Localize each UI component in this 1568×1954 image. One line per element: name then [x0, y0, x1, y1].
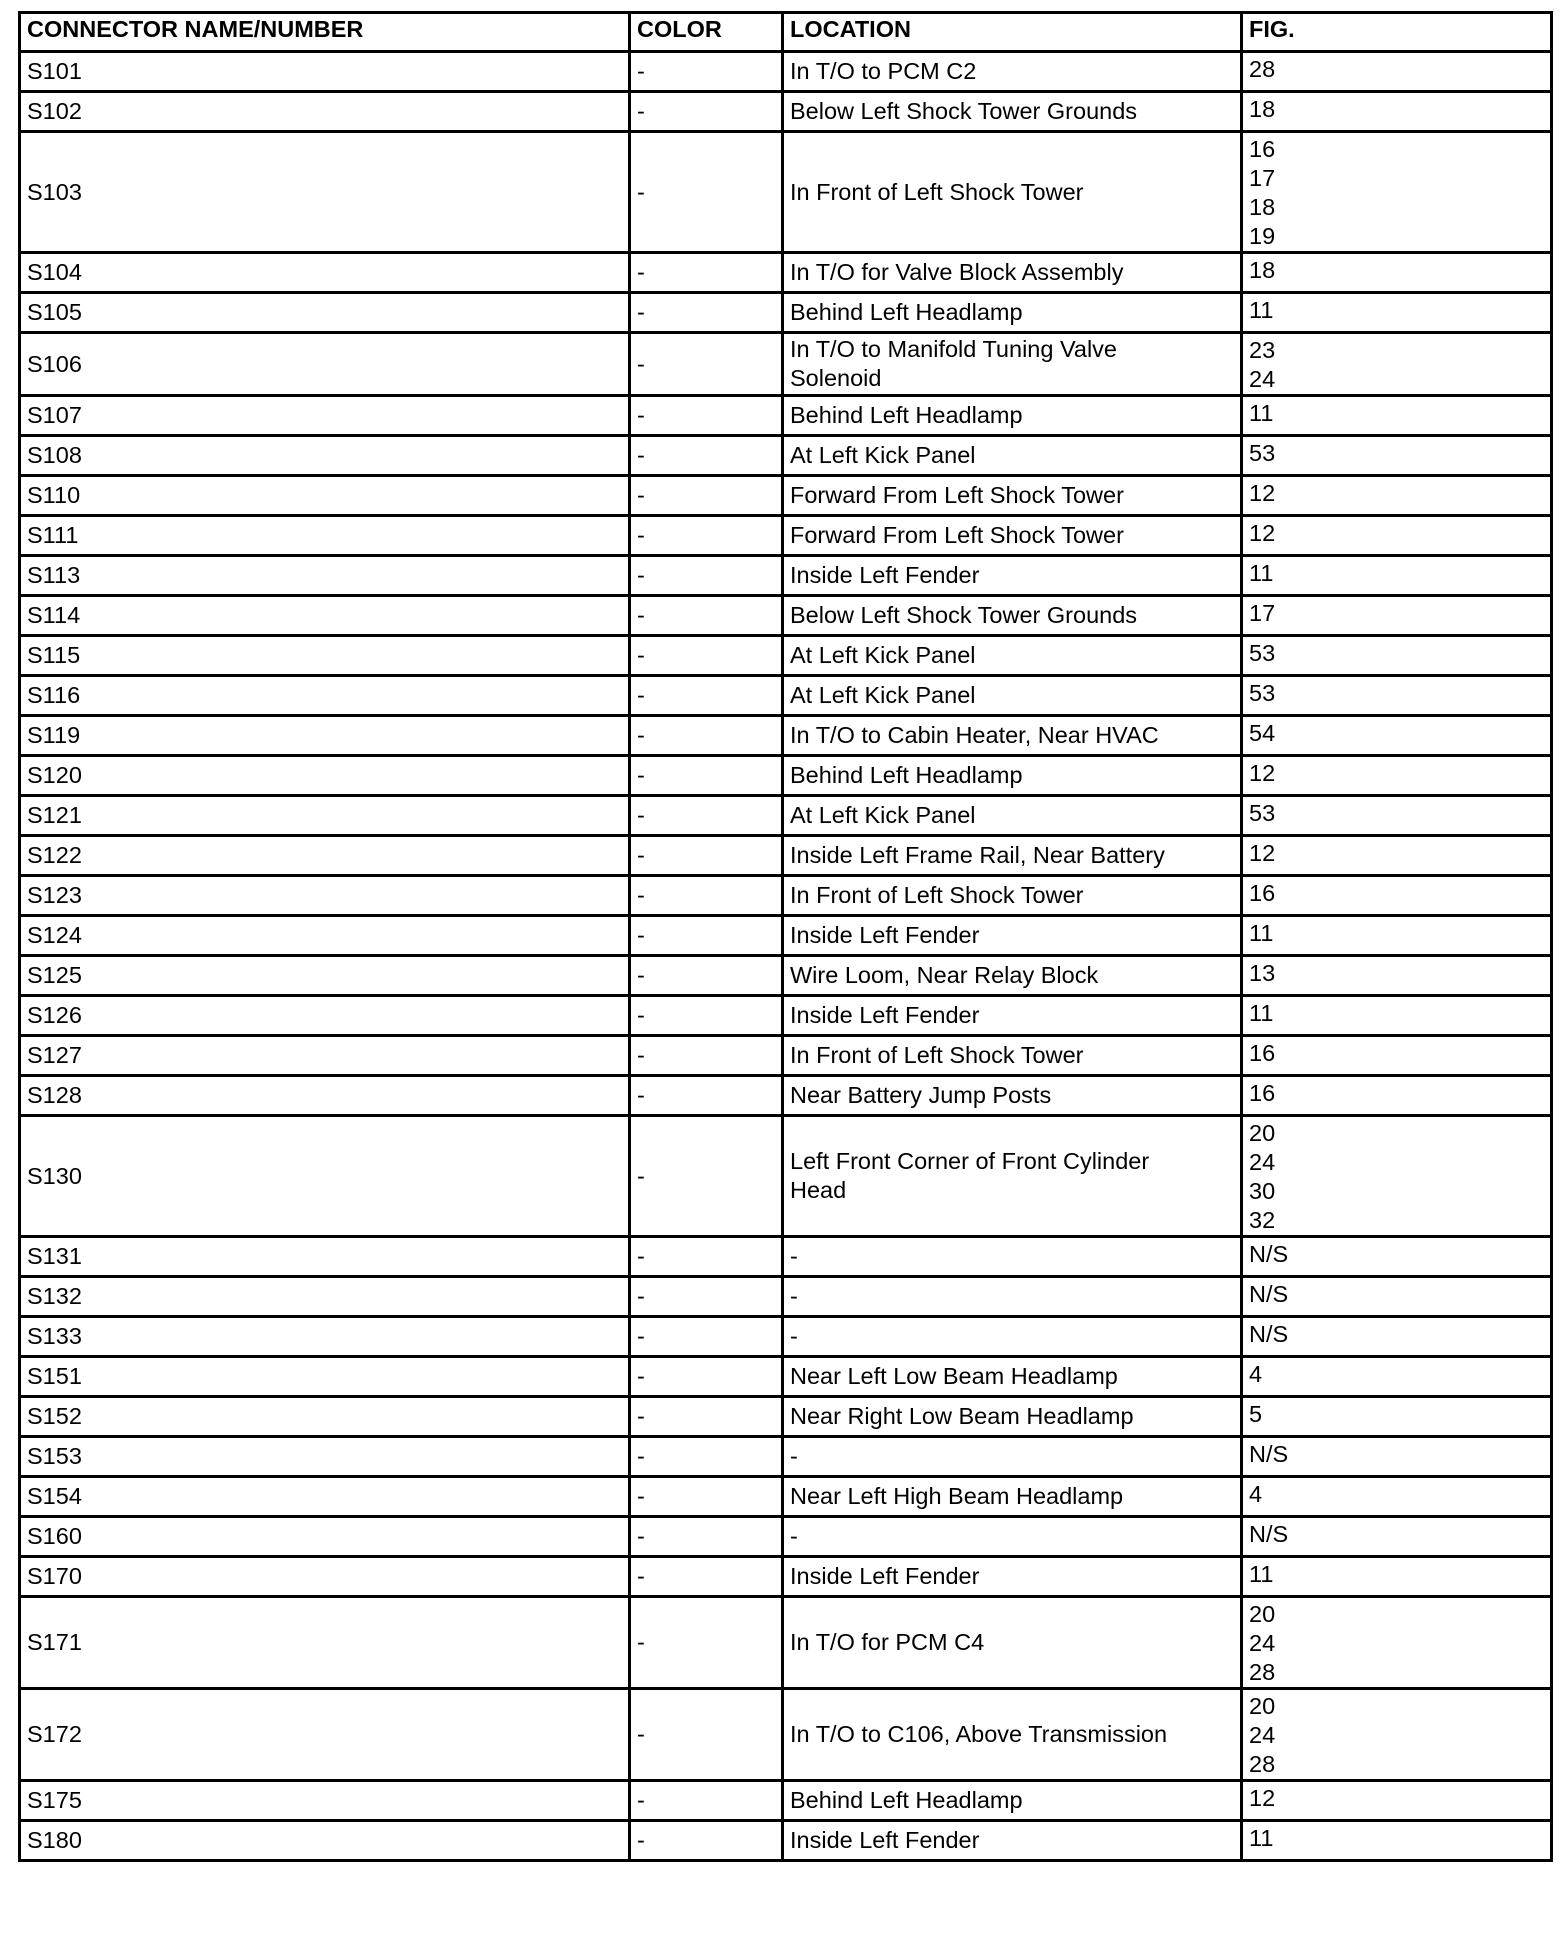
location-cell [783, 1237, 1242, 1277]
location-line: Inside Left Fender [790, 1563, 980, 1589]
location-line: Behind Left Headlamp [790, 402, 1023, 428]
location-line: Behind Left Headlamp [790, 762, 1023, 788]
location-line: In T/O for Valve Block Assembly [790, 259, 1124, 285]
location-cell [783, 636, 1242, 676]
connector-name-cell: S171 [20, 1597, 630, 1689]
color-cell: - [630, 1357, 783, 1397]
connector-name-cell: S108 [20, 436, 630, 476]
location-line: Solenoid [790, 365, 882, 391]
fig-cell [1242, 476, 1552, 516]
fig-cell [1242, 1557, 1552, 1597]
fig-number: 17 [1249, 165, 1276, 191]
table-row [20, 436, 1552, 476]
table-row [20, 1116, 1552, 1237]
table-row [20, 92, 1552, 132]
connector-name-cell: S154 [20, 1477, 630, 1517]
location-cell [783, 1116, 1242, 1237]
location-cell [783, 1357, 1242, 1397]
location-cell [783, 916, 1242, 956]
fig-number: 18 [1249, 257, 1276, 283]
fig-cell [1242, 1781, 1552, 1821]
fig-cell [1242, 556, 1552, 596]
location-cell [783, 756, 1242, 796]
fig-number: 53 [1249, 680, 1276, 706]
table-row [20, 1357, 1552, 1397]
location-cell [783, 956, 1242, 996]
fig-number: 17 [1249, 600, 1276, 626]
fig-cell [1242, 716, 1552, 756]
location-cell [783, 996, 1242, 1036]
fig-cell [1242, 333, 1552, 396]
fig-cell [1242, 836, 1552, 876]
fig-cell [1242, 516, 1552, 556]
color-cell: - [630, 1237, 783, 1277]
fig-cell [1242, 1437, 1552, 1477]
color-cell: - [630, 596, 783, 636]
fig-number: 11 [1249, 297, 1274, 323]
fig-number: 53 [1249, 800, 1276, 826]
color-cell: - [630, 1557, 783, 1597]
location-cell [783, 1557, 1242, 1597]
table-row [20, 1317, 1552, 1357]
fig-cell [1242, 293, 1552, 333]
location-cell [783, 1076, 1242, 1116]
fig-number: 28 [1249, 1751, 1276, 1777]
fig-number: 12 [1249, 480, 1276, 506]
fig-number: 23 [1249, 337, 1276, 363]
connector-name-cell: S103 [20, 132, 630, 253]
location-cell [783, 1821, 1242, 1861]
fig-number: 11 [1249, 1000, 1274, 1026]
location-line: - [790, 1523, 798, 1549]
fig-number: 16 [1249, 136, 1276, 162]
location-line: In Front of Left Shock Tower [790, 1042, 1084, 1068]
fig-cell [1242, 1076, 1552, 1116]
table-row [20, 876, 1552, 916]
color-cell: - [630, 1689, 783, 1781]
location-cell [783, 132, 1242, 253]
color-cell: - [630, 436, 783, 476]
fig-cell [1242, 52, 1552, 92]
location-line: Inside Left Fender [790, 922, 980, 948]
connector-name-cell: S127 [20, 1036, 630, 1076]
fig-number: 24 [1249, 1722, 1276, 1748]
connector-name-cell: S111 [20, 516, 630, 556]
location-line: In T/O for PCM C4 [790, 1629, 985, 1655]
color-cell: - [630, 796, 783, 836]
table-row [20, 1076, 1552, 1116]
fig-cell [1242, 1821, 1552, 1861]
color-cell: - [630, 1781, 783, 1821]
fig-number: 18 [1249, 194, 1276, 220]
location-line: Below Left Shock Tower Grounds [790, 98, 1138, 124]
location-line: Near Left High Beam Headlamp [790, 1483, 1124, 1509]
location-cell [783, 436, 1242, 476]
table-row [20, 1597, 1552, 1689]
table-row [20, 1517, 1552, 1557]
connector-name-cell: S128 [20, 1076, 630, 1116]
color-cell: - [630, 636, 783, 676]
location-cell [783, 92, 1242, 132]
location-cell [783, 1597, 1242, 1689]
table-row [20, 1237, 1552, 1277]
color-cell: - [630, 1317, 783, 1357]
color-cell: - [630, 996, 783, 1036]
location-line: At Left Kick Panel [790, 802, 976, 828]
location-line: Inside Left Frame Rail, Near Battery [790, 842, 1165, 868]
connector-name-cell: S130 [20, 1116, 630, 1237]
connector-name-cell: S106 [20, 333, 630, 396]
fig-number: 18 [1249, 96, 1276, 122]
color-cell: - [630, 253, 783, 293]
fig-cell [1242, 596, 1552, 636]
location-cell [783, 836, 1242, 876]
color-cell: - [630, 1116, 783, 1237]
header-color: COLOR [630, 13, 783, 52]
table-row [20, 1821, 1552, 1861]
location-line: Behind Left Headlamp [790, 299, 1023, 325]
color-cell: - [630, 1397, 783, 1437]
fig-number: 16 [1249, 1080, 1276, 1106]
color-cell: - [630, 92, 783, 132]
fig-number: 53 [1249, 640, 1276, 666]
fig-cell [1242, 996, 1552, 1036]
color-cell: - [630, 556, 783, 596]
location-cell [783, 396, 1242, 436]
table-row [20, 293, 1552, 333]
table-row [20, 796, 1552, 836]
color-cell: - [630, 1277, 783, 1317]
connector-name-cell: S133 [20, 1317, 630, 1357]
location-line: Forward From Left Shock Tower [790, 522, 1124, 548]
location-line: Inside Left Fender [790, 1827, 980, 1853]
table-row [20, 756, 1552, 796]
color-cell: - [630, 516, 783, 556]
fig-number: 53 [1249, 440, 1276, 466]
color-cell: - [630, 1597, 783, 1689]
connector-name-cell: S101 [20, 52, 630, 92]
table-row [20, 516, 1552, 556]
fig-number: N/S [1249, 1521, 1289, 1547]
color-cell: - [630, 956, 783, 996]
fig-cell [1242, 756, 1552, 796]
connector-name-cell: S114 [20, 596, 630, 636]
fig-cell [1242, 1277, 1552, 1317]
location-line: Near Right Low Beam Headlamp [790, 1403, 1134, 1429]
table-row [20, 676, 1552, 716]
color-cell: - [630, 52, 783, 92]
fig-number: 4 [1249, 1481, 1263, 1507]
color-cell: - [630, 132, 783, 253]
location-line: In T/O to PCM C2 [790, 58, 977, 84]
location-line: - [790, 1443, 798, 1469]
location-cell [783, 1437, 1242, 1477]
fig-number: 16 [1249, 1040, 1276, 1066]
header-location: LOCATION [783, 13, 1242, 52]
fig-number: 11 [1249, 1825, 1274, 1851]
fig-cell [1242, 796, 1552, 836]
color-cell: - [630, 293, 783, 333]
color-cell: - [630, 1437, 783, 1477]
fig-cell [1242, 1689, 1552, 1781]
location-cell [783, 476, 1242, 516]
fig-number: 28 [1249, 56, 1276, 82]
color-cell: - [630, 396, 783, 436]
location-line: Inside Left Fender [790, 562, 980, 588]
fig-cell [1242, 1357, 1552, 1397]
fig-cell [1242, 1116, 1552, 1237]
table-row [20, 1437, 1552, 1477]
table-row [20, 1781, 1552, 1821]
table-row [20, 996, 1552, 1036]
location-line: Below Left Shock Tower Grounds [790, 602, 1138, 628]
location-line: Inside Left Fender [790, 1002, 980, 1028]
table-row [20, 556, 1552, 596]
fig-number: 4 [1249, 1361, 1263, 1387]
connector-name-cell: S120 [20, 756, 630, 796]
connector-name-cell: S153 [20, 1437, 630, 1477]
table-row [20, 132, 1552, 253]
fig-cell [1242, 1036, 1552, 1076]
location-line: - [790, 1283, 798, 1309]
color-cell: - [630, 716, 783, 756]
location-line: - [790, 1323, 798, 1349]
table-row [20, 1397, 1552, 1437]
location-cell [783, 1781, 1242, 1821]
fig-cell [1242, 1397, 1552, 1437]
fig-cell [1242, 436, 1552, 476]
location-line: In T/O to C106, Above Transmission [790, 1721, 1168, 1747]
location-cell [783, 1689, 1242, 1781]
connector-name-cell: S105 [20, 293, 630, 333]
location-line: In Front of Left Shock Tower [790, 178, 1084, 205]
fig-cell [1242, 253, 1552, 293]
location-line: At Left Kick Panel [790, 682, 976, 708]
fig-number: 24 [1249, 366, 1276, 392]
fig-cell [1242, 92, 1552, 132]
connector-name-cell: S123 [20, 876, 630, 916]
header-row [20, 13, 1552, 52]
connector-name-cell: S175 [20, 1781, 630, 1821]
connector-name-cell: S131 [20, 1237, 630, 1277]
connector-name-cell: S160 [20, 1517, 630, 1557]
fig-number: 20 [1249, 1601, 1276, 1627]
fig-number: 11 [1249, 400, 1274, 426]
fig-number: 28 [1249, 1659, 1276, 1685]
table-row [20, 1277, 1552, 1317]
color-cell: - [630, 333, 783, 396]
color-cell: - [630, 1036, 783, 1076]
fig-number: 13 [1249, 960, 1276, 986]
fig-cell [1242, 396, 1552, 436]
fig-number: N/S [1249, 1321, 1289, 1347]
location-line: Forward From Left Shock Tower [790, 482, 1124, 508]
location-cell [783, 676, 1242, 716]
location-line: Near Left Low Beam Headlamp [790, 1363, 1118, 1389]
fig-cell [1242, 956, 1552, 996]
table-row [20, 476, 1552, 516]
location-cell [783, 253, 1242, 293]
color-cell: - [630, 876, 783, 916]
fig-number: 20 [1249, 1693, 1276, 1719]
table-row [20, 836, 1552, 876]
fig-cell [1242, 676, 1552, 716]
fig-number: 11 [1249, 560, 1274, 586]
location-cell [783, 1477, 1242, 1517]
fig-number: N/S [1249, 1281, 1289, 1307]
location-line: Wire Loom, Near Relay Block [790, 962, 1099, 988]
location-cell [783, 1397, 1242, 1437]
location-line: Behind Left Headlamp [790, 1787, 1023, 1813]
connector-table [18, 11, 1553, 1862]
location-line: In Front of Left Shock Tower [790, 882, 1084, 908]
location-cell [783, 293, 1242, 333]
location-line: At Left Kick Panel [790, 642, 976, 668]
fig-cell [1242, 876, 1552, 916]
color-cell: - [630, 916, 783, 956]
color-cell: - [630, 756, 783, 796]
connector-name-cell: S125 [20, 956, 630, 996]
fig-number: 12 [1249, 760, 1276, 786]
fig-number: 16 [1249, 880, 1276, 906]
connector-name-cell: S113 [20, 556, 630, 596]
table-row [20, 52, 1552, 92]
table-row [20, 596, 1552, 636]
fig-cell [1242, 1317, 1552, 1357]
table-row [20, 916, 1552, 956]
connector-name-cell: S122 [20, 836, 630, 876]
color-cell: - [630, 1821, 783, 1861]
connector-name-cell: S151 [20, 1357, 630, 1397]
fig-number: 12 [1249, 1785, 1276, 1811]
location-cell [783, 716, 1242, 756]
connector-name-cell: S115 [20, 636, 630, 676]
fig-number: 20 [1249, 1120, 1276, 1146]
fig-number: N/S [1249, 1441, 1289, 1467]
fig-number: 11 [1249, 1561, 1274, 1587]
connector-name-cell: S126 [20, 996, 630, 1036]
connector-name-cell: S121 [20, 796, 630, 836]
location-cell [783, 516, 1242, 556]
fig-number: 54 [1249, 720, 1276, 746]
location-cell [783, 796, 1242, 836]
table-row [20, 636, 1552, 676]
color-cell: - [630, 836, 783, 876]
fig-cell [1242, 636, 1552, 676]
connector-name-cell: S110 [20, 476, 630, 516]
table-row [20, 333, 1552, 396]
fig-number: 19 [1249, 223, 1276, 249]
connector-name-cell: S124 [20, 916, 630, 956]
fig-cell [1242, 132, 1552, 253]
fig-cell [1242, 1477, 1552, 1517]
connector-name-cell: S152 [20, 1397, 630, 1437]
location-line: Head [790, 1177, 847, 1203]
fig-cell [1242, 1597, 1552, 1689]
connector-name-cell: S104 [20, 253, 630, 293]
table-row [20, 396, 1552, 436]
table-row [20, 1689, 1552, 1781]
fig-number: 24 [1249, 1630, 1276, 1656]
location-cell [783, 1517, 1242, 1557]
fig-number: 24 [1249, 1149, 1276, 1175]
table-row [20, 1477, 1552, 1517]
connector-name-cell: S107 [20, 396, 630, 436]
table-row [20, 253, 1552, 293]
table-row [20, 1036, 1552, 1076]
fig-cell [1242, 1237, 1552, 1277]
location-cell [783, 556, 1242, 596]
location-line: Near Battery Jump Posts [790, 1082, 1052, 1108]
location-cell [783, 876, 1242, 916]
fig-number: 32 [1249, 1207, 1276, 1233]
location-line: In T/O to Manifold Tuning Valve [790, 336, 1118, 362]
table-row [20, 956, 1552, 996]
fig-cell [1242, 916, 1552, 956]
header-connector-name: CONNECTOR NAME/NUMBER [20, 13, 630, 52]
fig-cell [1242, 1517, 1552, 1557]
location-line: - [790, 1243, 798, 1269]
color-cell: - [630, 1477, 783, 1517]
fig-number: 5 [1249, 1401, 1263, 1427]
color-cell: - [630, 1517, 783, 1557]
color-cell: - [630, 1076, 783, 1116]
location-cell [783, 596, 1242, 636]
location-cell [783, 333, 1242, 396]
connector-name-cell: S102 [20, 92, 630, 132]
location-cell [783, 1317, 1242, 1357]
fig-number: N/S [1249, 1241, 1289, 1267]
fig-number: 12 [1249, 840, 1276, 866]
table-row [20, 1557, 1552, 1597]
table-row [20, 716, 1552, 756]
color-cell: - [630, 676, 783, 716]
connector-name-cell: S132 [20, 1277, 630, 1317]
fig-number: 11 [1249, 920, 1274, 946]
connector-name-cell: S180 [20, 1821, 630, 1861]
connector-name-cell: S116 [20, 676, 630, 716]
connector-name-cell: S172 [20, 1689, 630, 1781]
location-cell [783, 52, 1242, 92]
location-line: In T/O to Cabin Heater, Near HVAC [790, 722, 1159, 748]
location-cell [783, 1036, 1242, 1076]
location-cell [783, 1277, 1242, 1317]
connector-name-cell: S119 [20, 716, 630, 756]
connector-name-cell: S170 [20, 1557, 630, 1597]
fig-number: 12 [1249, 520, 1276, 546]
location-line: At Left Kick Panel [790, 442, 976, 468]
fig-number: 30 [1249, 1178, 1276, 1204]
color-cell: - [630, 476, 783, 516]
header-fig: FIG. [1242, 13, 1552, 52]
location-line: Left Front Corner of Front Cylinder [790, 1148, 1150, 1174]
